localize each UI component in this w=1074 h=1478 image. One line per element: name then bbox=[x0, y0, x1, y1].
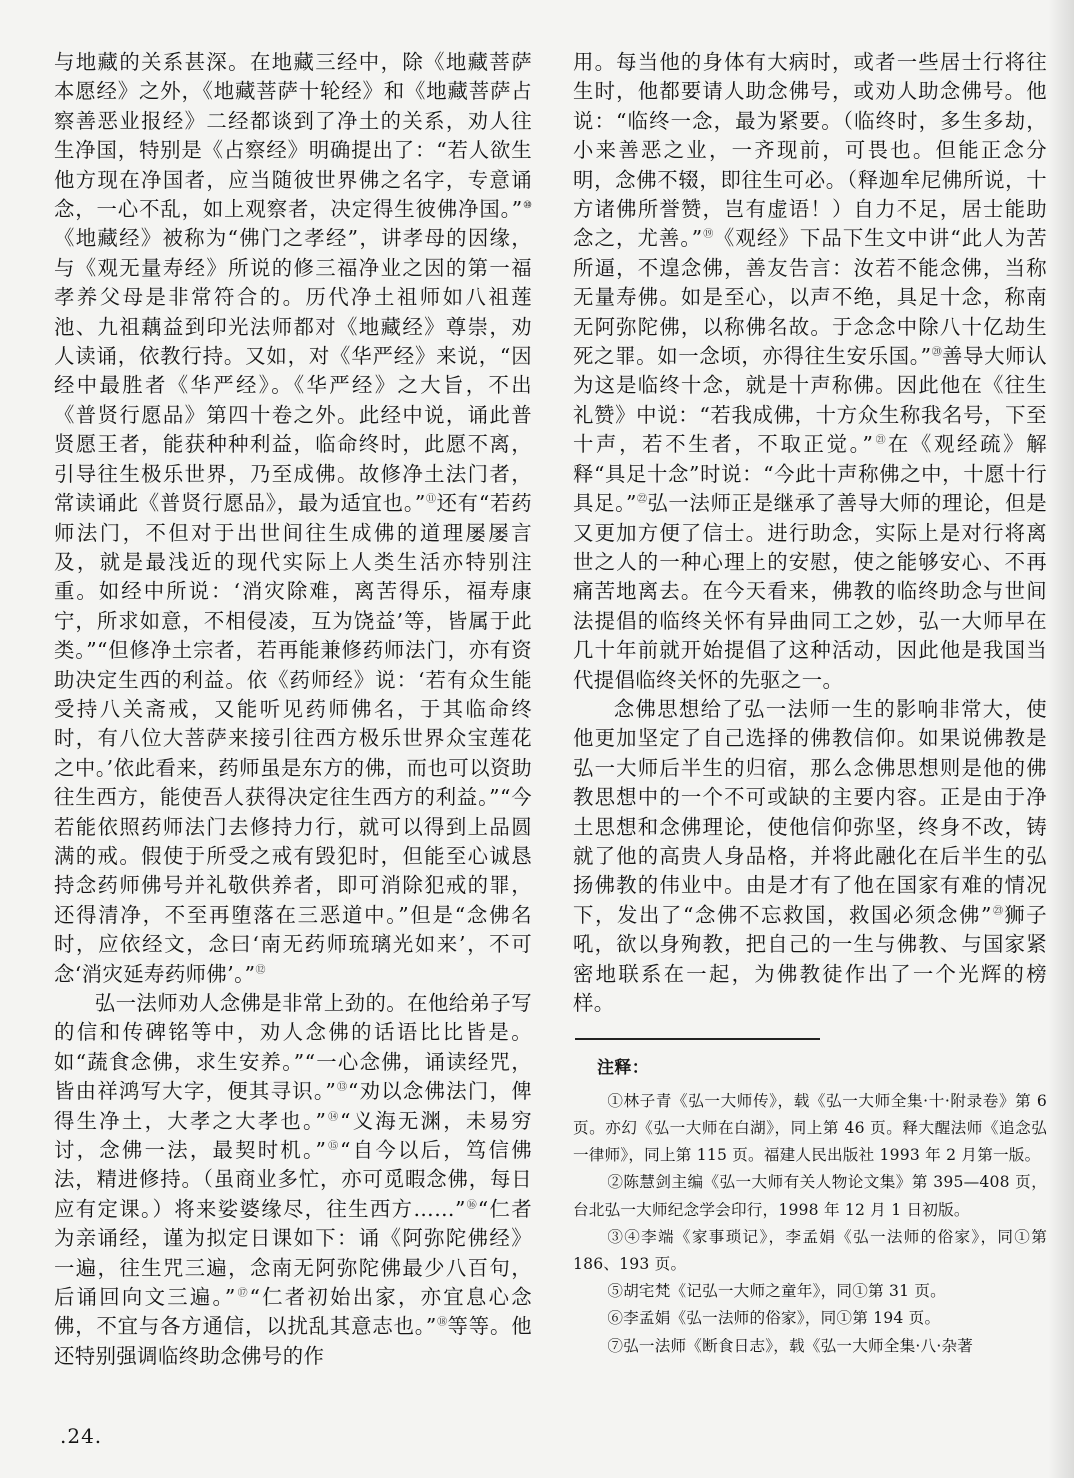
left-column bbox=[54, 48, 532, 1371]
right-column bbox=[573, 48, 1047, 1360]
footnote-mark: ⑳ bbox=[931, 347, 943, 359]
notes-title: 注释： bbox=[597, 1058, 650, 1079]
footnote-mark: ⑭ bbox=[326, 1111, 341, 1123]
note-item: ⑦弘一法师《断食日志》，载《弘一大师全集·八·杂著 bbox=[607, 1336, 974, 1355]
footnote-mark: ㉒ bbox=[636, 494, 648, 506]
note-item: ②陈慧剑主编《弘一大师有关人物论文集》第 395—408 页，台北弘一大师纪念学会印行，1998 年 12 月 1 日初版。 bbox=[573, 1173, 1047, 1219]
footnote-mark: ⑪ bbox=[425, 494, 437, 506]
footnote-mark: ⑰ bbox=[235, 1288, 250, 1300]
footnote-mark: ⑮ bbox=[326, 1141, 341, 1153]
left-paragraph-1: 与地藏的关系甚深。在地藏三经中，除《地藏菩萨本愿经》之外，《地藏菩萨十轮经》和《地藏菩萨占察善恶业报经》二经都谈到了净土的关系，劝人往生净国，特别是《占察经》明确提出了：“若人欲生他方现在净国者，应当随彼世界佛之名字，专意诵念，一心不乱，如上观察者，决定得生彼佛净国。”⑩《地藏经》被称为“佛门之孝经”，讲孝母的因缘，与《观无量寿经》所说的修三福净业之因的第一福孝养父母是非常符合的。历代净土祖师如八祖莲池、九祖藕益到印光法师都对《地藏经》尊崇，劝人读诵，依教行持。又如，对《华严经》来说，“因经中最胜者《华严经》。《华严经》之大旨，不出《普贤行愿品》第四十卷之外。此经中说，诵此普贤愿王者，能获种种利益，临命终时，此愿不离，引导往生极乐世界，乃至成佛。故修净土法门者，常读诵此《普贤行愿品》，最为适宜也。”⑪还有“若药师法门，不但对于出世间往生成佛的道理屡屡言及，就是最浅近的现代实际上人类生活亦特别注重。如经中所说：‘消灾除难，离苦得乐，福寿康宁，所求如意，不相侵凌，互为饶益’等，皆属于此类。”“但修净土宗者，若再能兼修药师法门，亦有资助决定生西的利益。依《药师经》说：‘若有众生能受持八关斋戒，又能听见药师佛名，于其临命终时，有八位大菩萨来接引往西方极乐世界众宝莲花之中。’依此看来，药师虽是东方的佛，而也可以资助往生西方，能使吾人获得决定往生西方的利益。”“今若能依照药师法门去修持力行，就可以得到上品圆满的戒。假使于所受之戒有毁犯时，但能至心诚恳持念药师佛号并礼敬供养者，即可消除犯戒的罪，还得清净，不至再堕落在三恶道中。”但是“念佛名时，应依经文，念曰‘南无药师琉璃光如来’，不可念‘消灾延寿药师佛’。”⑫ bbox=[54, 50, 533, 986]
note-item: ③④李端《家事琐记》，李孟娟《弘一法师的俗家》，同①第 186、193 页。 bbox=[573, 1227, 1047, 1274]
footnote-mark: ⑩ bbox=[522, 200, 533, 212]
page-edge-shadow bbox=[1048, 0, 1074, 1478]
note-item: ⑥李孟娟《弘一法师的俗家》，同①第 194 页。 bbox=[607, 1309, 941, 1328]
right-paragraph-2: 念佛思想给了弘一法师一生的影响非常大，使他更加坚定了自己选择的佛教信仰。如果说佛教是弘一大师后半生的归宿，那么念佛思想则是他的佛教思想中的一个不可或缺的主要内容。正是由于净土思想和念佛理论，使他信仰弥坚，终身不改，铸就了他的高贵人身品格，并将此融化在后半生的弘扬佛教的伟业中。由是才有了他在国家有难的情况下，发出了“念佛不忘救国，救国必须念佛”$^㉓$狮子吼，欲以身殉教，把自己的一生与佛教、与国家紧密地联系在一起，为佛教徒作出了一个光辉的榜样。 bbox=[573, 696, 1047, 1015]
page-number: .24. bbox=[60, 1424, 103, 1448]
notes-divider bbox=[575, 1038, 820, 1040]
footnote-mark: ⑯ bbox=[465, 1200, 478, 1212]
note-item: ①林子青《弘一大师传》，载《弘一大师全集·十·附录卷》第 6 页。亦幻《弘一大师在白湖》，同上第 46 页。释大醒法师《追念弘一律师》，同上第 115 页。福建人民出版社 1993 年 2 月第一版。 bbox=[573, 1091, 1047, 1165]
footnote-mark: ⑬ bbox=[336, 1082, 348, 1094]
left-paragraph-2: 弘一法师劝人念佛是非常上劲的。在他给弟子写的信和传碑铭等中，劝人念佛的话语比比皆是。如“蔬食念佛，求生安养。”“一心念佛，诵读经咒，皆由祥鸿写大字，便其寻识。”⑬“劝以念佛法门，俾得生净土，大孝之大孝也。”⑭“义海无渊，未易穷讨，念佛一法，最契时机。”⑮“自今以后，笃信佛法，精进修持。（虽商业多忙，亦可觅暇念佛，每日应有定课。）将来娑婆缘尽，往生西方……”⑯“仁者为亲诵经，谨为拟定日课如下：诵《阿弥陀佛经》一遍，往生咒三遍，念南无阿弥陀佛最少八百句，后诵回向文三遍。”⑰“仁者初始出家，亦宜息心念佛，不宜与各方通信，以扰乱其意志也。”⑱等等。他还特别强调临终助念佛号的作 bbox=[54, 991, 533, 1368]
footnote-mark: ⑲ bbox=[702, 229, 714, 241]
footnote-mark: ㉓ bbox=[991, 905, 1005, 917]
note-item: ⑤胡宅梵《记弘一大师之童年》，同①第 31 页。 bbox=[607, 1282, 946, 1301]
footnote-mark: ㉑ bbox=[873, 435, 888, 447]
right-paragraph-1: 用。每当他的身体有大病时，或者一些居士行将往生时，他都要请人助念佛号，或劝人助念佛号。他说：“临终一念，最为紧要。（临终时，多生多劫，小来善恶之业，一齐现前，可畏也。但能正念分明，念佛不辍，即往生可必。（释迦牟尼佛所说，十方诸佛所誉赞，岂有虚语！）自力不足，居士能助念之，尤善。”⑲《观经》下品下生文中讲“此人为苦所逼，不遑念佛，善友告言：汝若不能念佛，当称无量寿佛。如是至心，以声不绝，具足十念，称南无阿弥陀佛，以称佛名故。于念念中除八十亿劫生死之罪。如一念顷，亦得往生安乐国。”⑳善导大师认为这是临终十念，就是十声称佛。因此他在《往生礼赞》中说：“若我成佛，十方众生称我名号，下至十声，若不生者，不取正觉。”$^㉑$在《观经疏》解释“具足十念”时说：“今此十声称佛之中，十愿十行具足。”$^㉒$弘一法师正是继承了善导大师的理论，但是又更加方便了信士。进行助念，实际上是对行将离世之人的一种心理上的安慰，使之能够安心、不再痛苦地离去。在今天看来，佛教的临终助念与世间法提倡的临终关怀有异曲同工之妙，弘一大师早在几十年前就开始提倡了这种活动，因此他是我国当代提倡临终关怀的先驱之一。 bbox=[573, 50, 1048, 692]
footnote-mark: ⑫ bbox=[255, 964, 266, 976]
footnote-mark: ⑱ bbox=[436, 1317, 448, 1329]
